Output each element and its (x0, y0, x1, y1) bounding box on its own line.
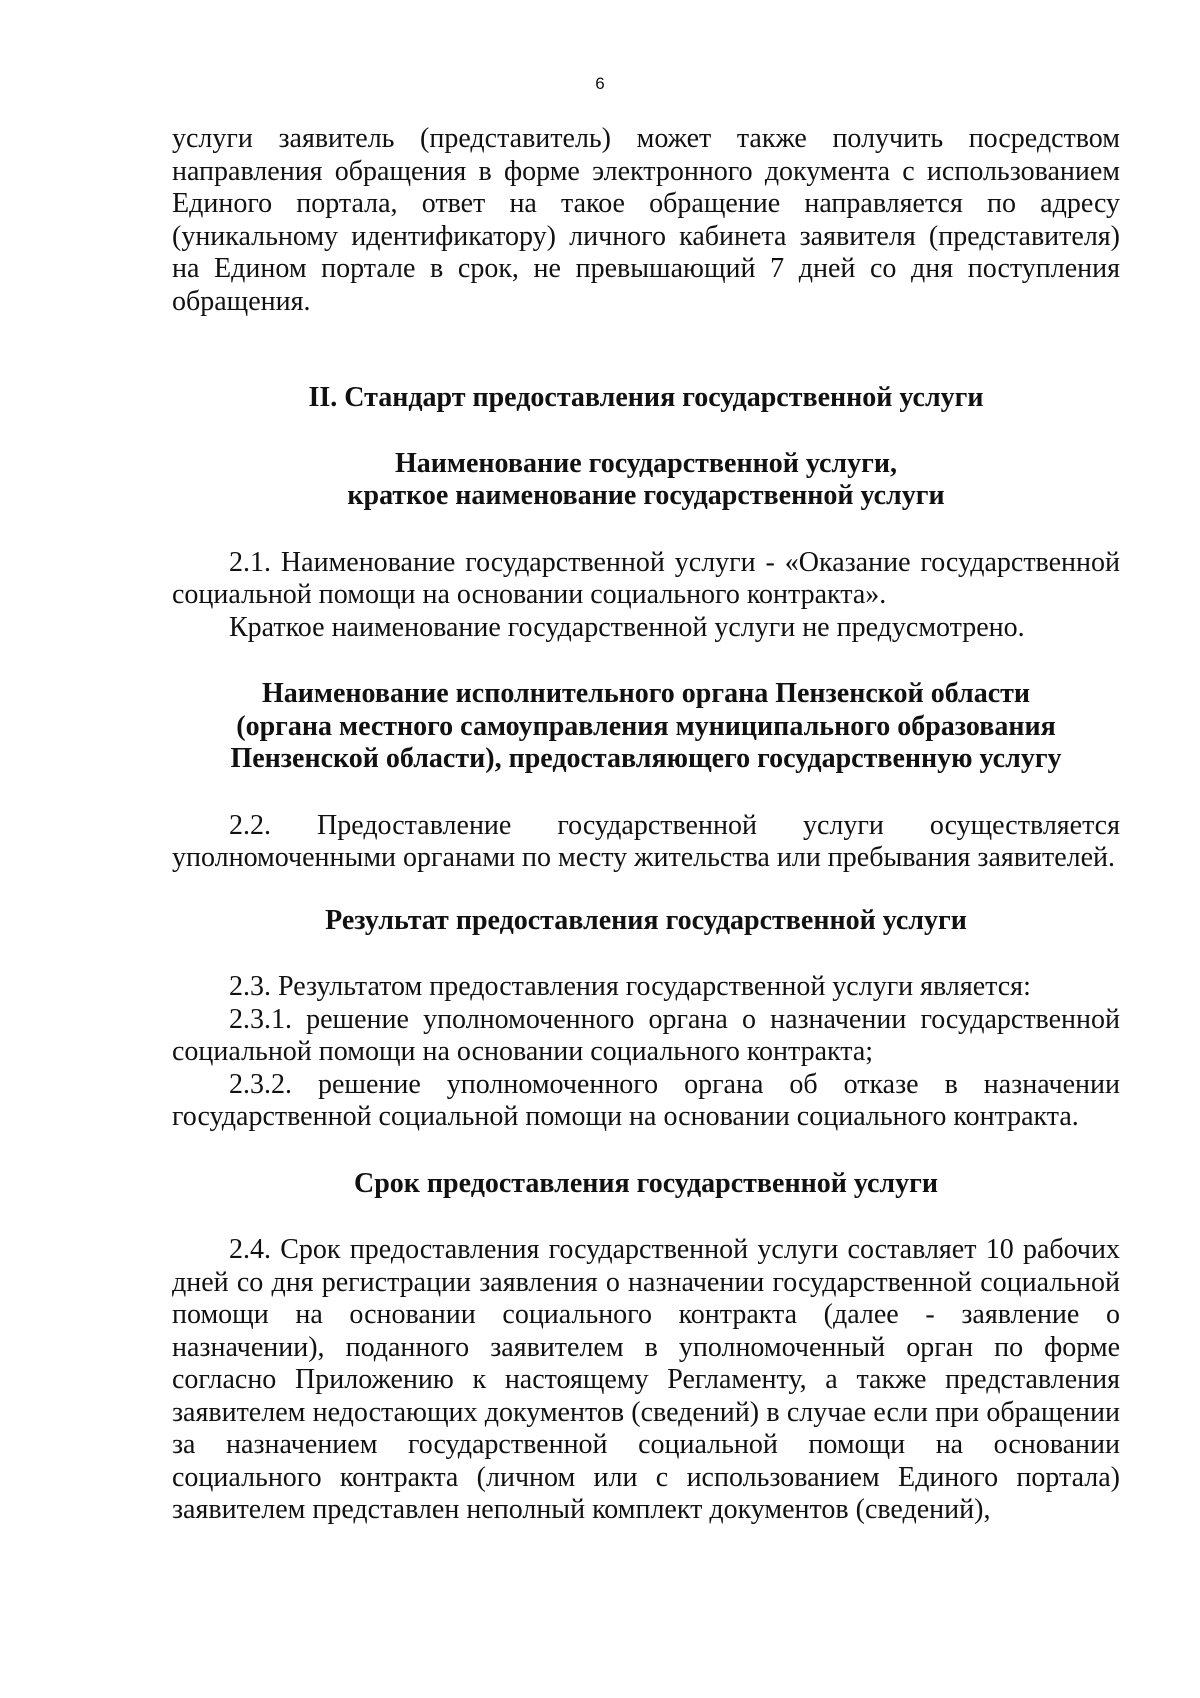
subsection-authority-line-1: Наименование исполнительного органа Пензенской области (261, 678, 1031, 709)
subsection-service-name-line-2: краткое наименование государственной услуги (347, 480, 945, 511)
paragraph-2-4: 2.4. Срок предоставления государственной услуги составляет 10 рабочих дней со дня регистрации заявления о назначении государственной социальной помощи на основании социального контракта (далее - заявление о назначении), поданного заявителем в уполномоченный орган по форме согласно Приложению к настоящему Регламенту, а также представления заявителем недостающих документов (сведений) в случае если при обращении за назначением государственной социальной помощи на основании социального контракта (личном или с использованием Единого портала) заявителем представлен неполный комплект документов (сведений), (172, 1234, 1120, 1525)
subsection-term: Срок предоставления государственной услуги (354, 1167, 938, 1199)
subsection-service-name-line-1: Наименование государственной услуги, (395, 447, 897, 479)
paragraph-2-3-1: 2.3.1. решение уполномоченного органа о назначении государственной социальной помощи на основании социального контракта; (172, 1003, 1120, 1067)
section-title: II. Стандарт предоставления государственной услуги (308, 382, 984, 413)
subsection-result: Результат предоставления государственной услуги (325, 904, 967, 936)
paragraph-2-1: 2.1. Наименование государственной услуги - «Оказание государственной социальной помощи на основании социального контракта». (172, 546, 1120, 610)
subsection-authority-line-2: (органа местного самоуправления муниципального образования (236, 710, 1056, 742)
paragraph-2-3: 2.3. Результатом предоставления государственной услуги является: (229, 971, 1031, 1002)
subsection-service-name (172, 448, 1120, 513)
document-body (172, 123, 1120, 1527)
intro-paragraph: услуги заявитель (представитель) может также получить посредством направления обращения в форме электронного документа с использованием Единого портала, ответ на такое обращение направляется по адресу (уникальному идентификатору) личного кабинета заявителя (представителя) на Едином портале в срок, не превышающий 7 дней со дня поступления обращения. (172, 123, 1120, 317)
paragraph-2-2: 2.2. Предоставление государственной услуги осуществляется уполномоченными органами по месту жительства или пребывания заявителей. (172, 809, 1120, 873)
subsection-authority-line-3: Пензенской области), предоставляющего государственную услугу (230, 743, 1062, 774)
paragraph-2-1-short-name: Краткое наименование государственной услуги не предусмотрено. (229, 611, 1025, 643)
subsection-authority (172, 678, 1120, 776)
page-number: 6 (595, 74, 605, 93)
paragraph-2-3-2: 2.3.2. решение уполномоченного органа об отказе в назначении государственной социальной помощи на основании социального контракта. (172, 1068, 1120, 1132)
